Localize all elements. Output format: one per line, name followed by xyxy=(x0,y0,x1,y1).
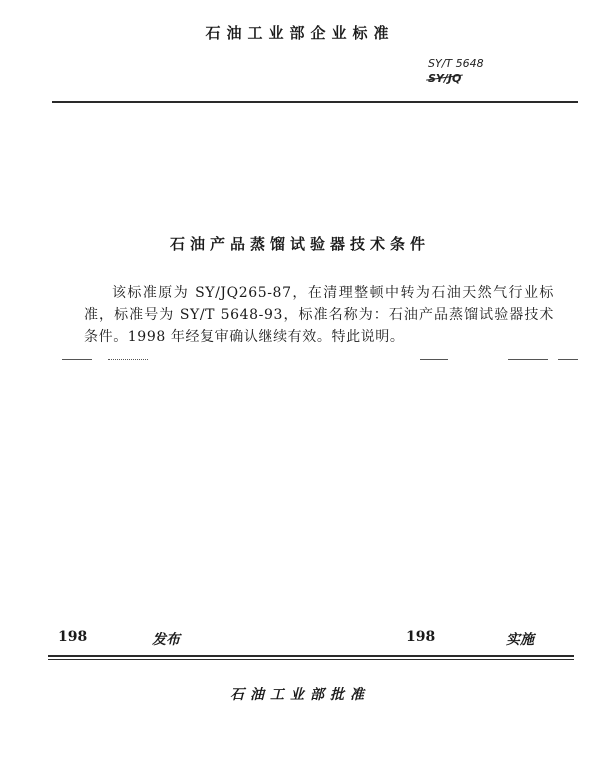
standard-code-old-text: SY/JQ xyxy=(428,72,462,85)
body-paragraph: 该标准原为 SY/JQ265-87，在清理整顿中转为石油天然气行业标准，标准号为 SY/T 5648-93，标准名称为：石油产品蒸馏试验器技术条件。1998 年经复审确认继续有效。特此说明。 xyxy=(84,285,554,345)
scan-mark xyxy=(420,359,448,360)
implement-label: 实施 xyxy=(506,632,534,648)
scan-mark xyxy=(558,359,578,360)
footer-divider-thick xyxy=(48,655,574,657)
scan-mark xyxy=(508,359,548,360)
standard-code-old xyxy=(428,71,461,86)
issue-year: 198 xyxy=(58,629,88,645)
footer-divider-thin xyxy=(48,659,574,660)
header-divider xyxy=(52,101,578,103)
approver-line: 石油工业部批准 xyxy=(230,687,370,703)
standard-codes xyxy=(428,56,484,86)
scan-mark xyxy=(62,359,92,360)
implement-year: 198 xyxy=(406,629,436,645)
document-title: 石油产品蒸馏试验器技术条件 xyxy=(169,235,430,253)
issuing-body-title: 石油工业部企业标准 xyxy=(205,24,395,42)
scan-mark xyxy=(108,359,148,360)
document-body xyxy=(84,282,554,348)
standard-code-new: SY/T 5648 xyxy=(428,57,484,70)
issue-label: 发布 xyxy=(152,632,180,648)
